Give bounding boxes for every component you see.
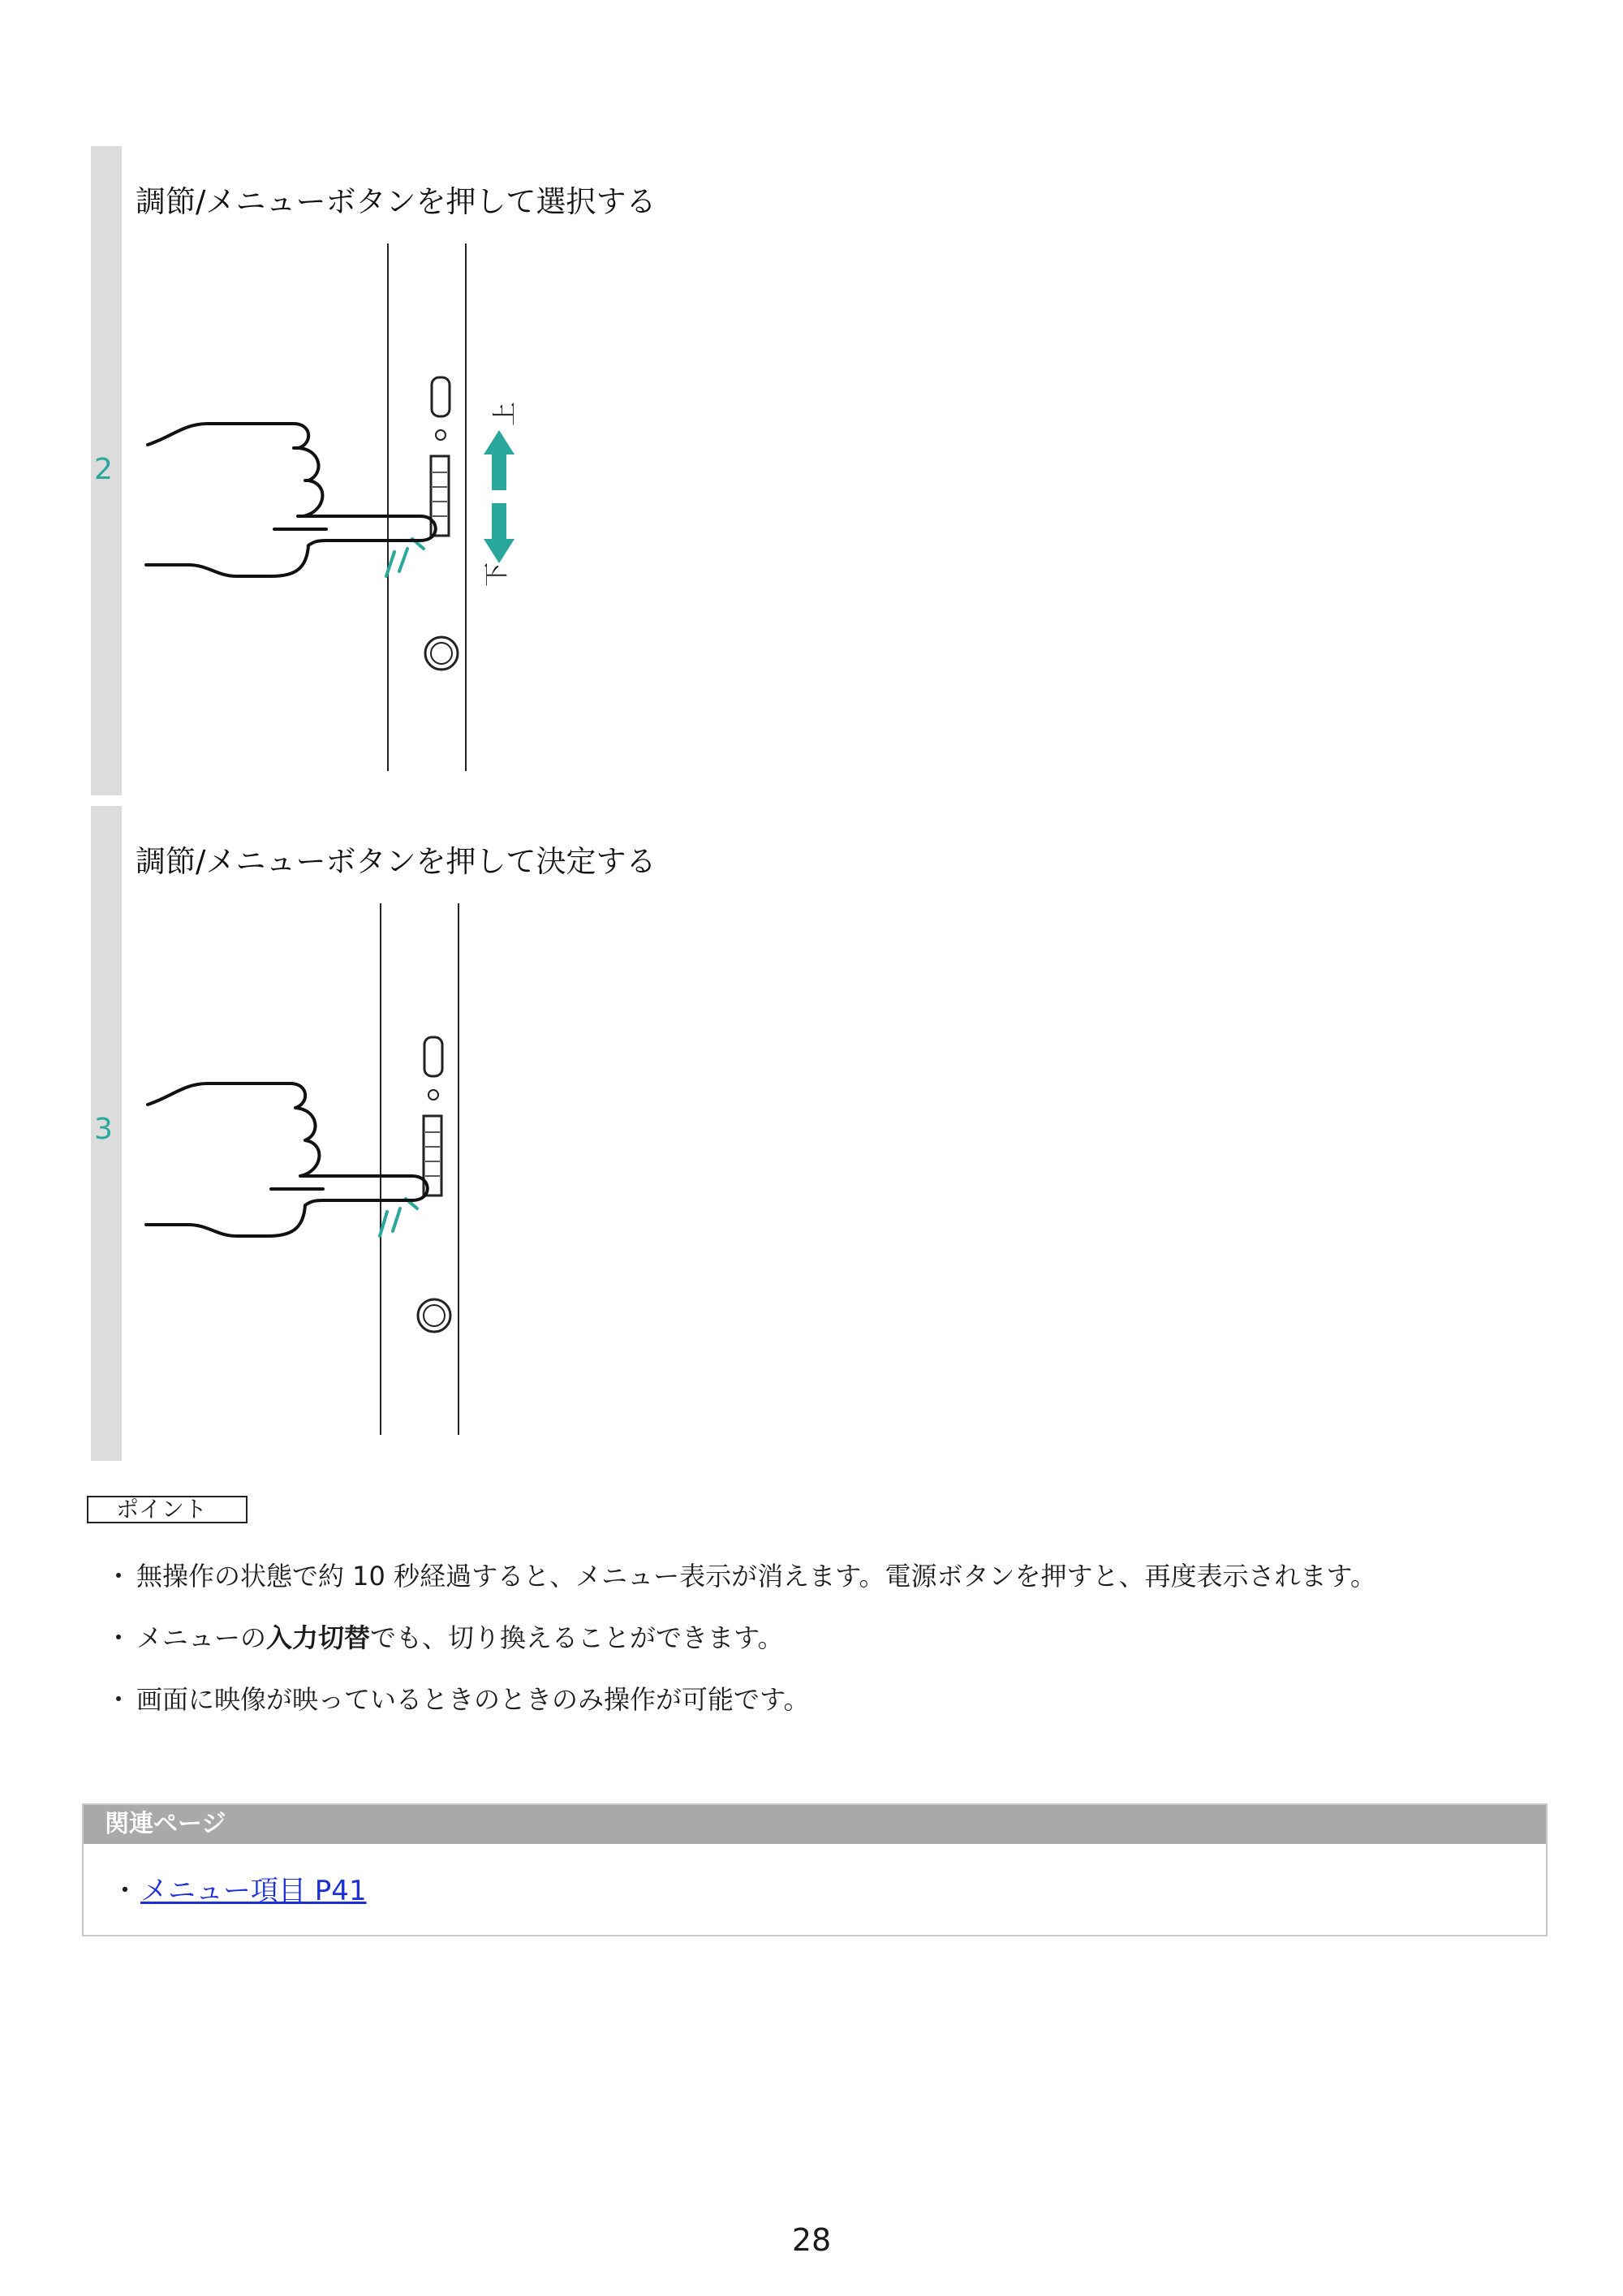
led-icon	[428, 1090, 438, 1100]
bullet-text-pre: メニューの	[136, 1622, 267, 1653]
up-arrow-icon	[484, 430, 514, 490]
power-button-icon	[424, 1037, 442, 1076]
label-up: 上	[491, 402, 519, 426]
step-title: 調節/メニューボタンを押して決定する	[136, 844, 657, 879]
point-label: ポイント	[87, 1496, 248, 1523]
step-number: 2	[94, 453, 113, 486]
related-pages-header: 関連ページ	[84, 1805, 1546, 1844]
step-title: 調節/メニューボタンを押して選択する	[136, 184, 657, 219]
press-indicator-icon	[380, 1199, 417, 1236]
related-pages-box	[82, 1803, 1548, 1936]
point-bullet-list	[105, 1560, 1550, 1745]
bullet-text: 無操作の状態で約 10 秒経過すると、メニュー表示が消えます。電源ボタンを押すと、再度表示されます。	[136, 1561, 1376, 1592]
page-number: 28	[791, 2222, 832, 2258]
bullet-mark: ・	[105, 1561, 132, 1592]
headphone-jack-icon	[418, 1299, 450, 1332]
bullet-mark: ・	[105, 1684, 132, 1715]
list-item	[105, 1622, 1550, 1683]
button-press-select-illustration	[140, 243, 562, 779]
list-item	[105, 1683, 1550, 1745]
power-button-icon	[432, 377, 450, 416]
bullet-text-post: でも、切り換えることができます。	[370, 1622, 784, 1653]
bullet-mark: ・	[111, 1875, 139, 1907]
hand-pressing-icon	[146, 424, 436, 576]
led-icon	[436, 430, 446, 440]
step-2	[91, 146, 1552, 795]
press-indicator-icon	[386, 539, 424, 576]
bullet-text-bold: 入力切替	[266, 1622, 371, 1653]
menu-items-link[interactable]: メニュー項目 P41	[140, 1875, 367, 1907]
bullet-mark: ・	[105, 1622, 132, 1653]
down-arrow-icon	[484, 503, 514, 563]
list-item	[105, 1560, 1550, 1622]
list-item	[84, 1868, 1546, 1908]
headphone-jack-icon	[425, 637, 458, 670]
bullet-text: 画面に映像が映っているときのときのみ操作が可能です。	[136, 1684, 810, 1715]
step-number: 3	[94, 1113, 113, 1146]
step-3	[91, 806, 1552, 1461]
button-press-confirm-illustration	[140, 903, 562, 1439]
label-down: 下	[483, 562, 511, 587]
